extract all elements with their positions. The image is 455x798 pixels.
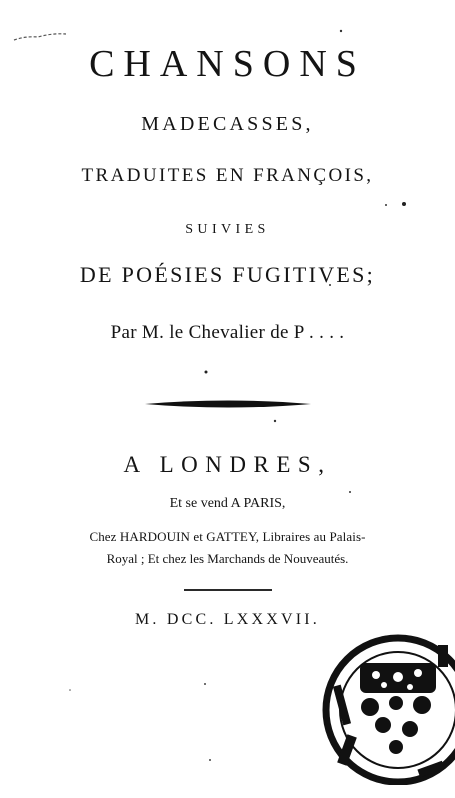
subtitle-line-3: SUIVIES: [185, 222, 270, 237]
imprint-date: M. DCC. LXXXVII.: [135, 611, 320, 628]
imprint-sold-at: Et se vend A PARIS,: [169, 496, 286, 511]
divider-rule: [184, 589, 272, 591]
subtitle-line-4: DE POÉSIES FUGITIVES;: [79, 262, 376, 287]
ornamental-rule: [145, 399, 311, 409]
subtitle-line-1: MADECASSES,: [141, 113, 314, 135]
book-title: CHANSONS: [89, 43, 366, 85]
imprint-publishers-1: Chez HARDOUIN et GATTEY, Libraires au Palais-: [89, 529, 366, 544]
subtitle-line-2: TRADUITES EN FRANÇOIS,: [81, 165, 374, 186]
imprint-place: A LONDRES,: [123, 452, 332, 477]
author-line: Par M. le Chevalier de P . . . .: [110, 322, 345, 343]
library-stamp-image: [318, 625, 455, 785]
imprint-publishers-2: Royal ; Et chez les Marchands de Nouveautés.: [106, 551, 349, 566]
